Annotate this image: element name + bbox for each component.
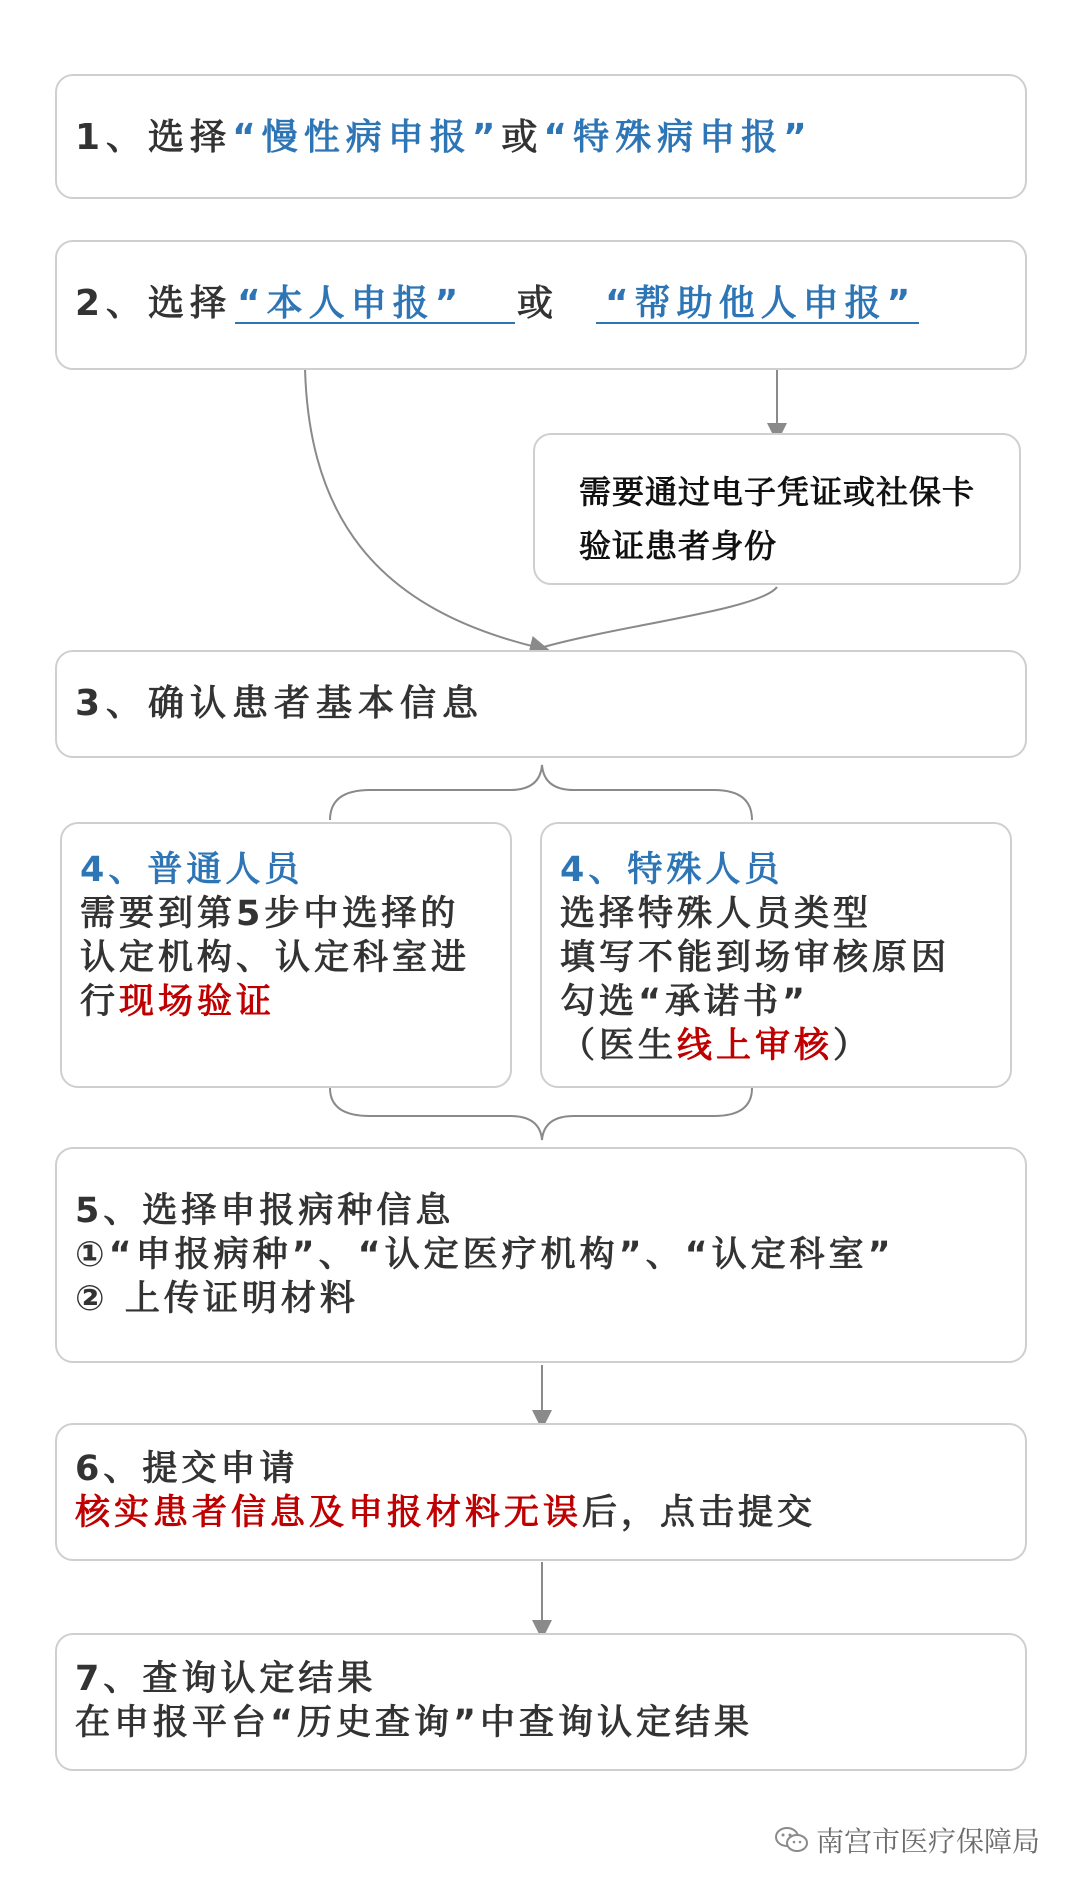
step4-special-highlight: 线上审核: [677, 1026, 834, 1066]
step4-ordinary-line3: 行现场验证: [80, 982, 276, 1022]
step7-line1: 在申报平台“历史查询”中查询认定结果: [75, 1703, 754, 1743]
step2-or: 或: [517, 283, 560, 324]
step4-special-box: [540, 822, 1012, 1088]
step7-text: [75, 1657, 753, 1745]
step2-underline-self: [235, 322, 515, 324]
step5-line1: ①“申报病种”、“认定医疗机构”、“认定科室”: [75, 1235, 895, 1275]
curve-self-to-step3: [305, 338, 540, 648]
step6-title: 6、提交申请: [75, 1449, 299, 1489]
wechat-icon: [774, 1825, 810, 1862]
step4-special-line4: （医生线上审核）: [560, 1026, 873, 1066]
step1-option-special: “特殊病申报”: [543, 117, 813, 158]
verify-text: [579, 465, 975, 573]
step1-box: [55, 74, 1027, 199]
step4-ordinary-line2: 认定机构、认定科室进: [80, 938, 471, 978]
step6-line1: 核实患者信息及申报材料无误后，点击提交: [75, 1493, 817, 1533]
step4-ordinary-line1: 需要到第5步中选择的: [80, 894, 460, 934]
step4-ordinary-highlight: 现场验证: [119, 982, 276, 1022]
watermark: [774, 1820, 1040, 1862]
step4-ordinary-title: 4、普通人员: [80, 850, 304, 890]
step1-prefix: 1、选择: [75, 117, 233, 158]
step5-line2: ② 上传证明材料: [75, 1279, 359, 1319]
step2-prefix: 2、选择: [75, 283, 233, 324]
step1-or: 或: [501, 117, 544, 158]
step4-special-line3: 勾选“承诺书”: [560, 982, 810, 1022]
step4-special-text: [560, 848, 950, 1068]
step3-box: [55, 650, 1027, 758]
step6-highlight: 核实患者信息及申报材料无误: [75, 1493, 583, 1533]
step6-box: [55, 1423, 1027, 1561]
step5-title: 5、选择申报病种信息: [75, 1191, 455, 1231]
step4-ordinary-box: [60, 822, 512, 1088]
brace-bottom: [330, 1088, 752, 1140]
step5-text: [75, 1189, 895, 1321]
step4-ordinary-text: [80, 848, 470, 1024]
step7-box: [55, 1633, 1027, 1771]
step2-underline-help-others: [596, 322, 919, 324]
step2-box: [55, 240, 1027, 370]
step3-title: 3、确认患者基本信息: [75, 683, 485, 724]
step1-option-chronic: “慢性病申报”: [232, 117, 502, 158]
step5-box: [55, 1147, 1027, 1363]
curve-verify-to-step3: [540, 587, 777, 648]
brace-top: [330, 765, 752, 820]
step2-option-help-others: “帮助他人申报”: [605, 283, 917, 324]
watermark-text: 南宫市医疗保障局: [815, 1825, 1040, 1857]
step4-special-line1: 选择特殊人员类型: [560, 894, 873, 934]
verify-line1: 需要通过电子凭证或社保卡: [579, 473, 976, 511]
step4-special-title: 4、特殊人员: [560, 850, 784, 890]
step4-special-line2: 填写不能到场审核原因: [560, 938, 951, 978]
verify-identity-box: [533, 433, 1021, 585]
step1-text: [75, 117, 813, 158]
step7-title: 7、查询认定结果: [75, 1659, 377, 1699]
step6-text: [75, 1447, 816, 1535]
step2-option-self: “本人申报”: [237, 283, 465, 324]
verify-line2: 验证患者身份: [579, 527, 778, 565]
